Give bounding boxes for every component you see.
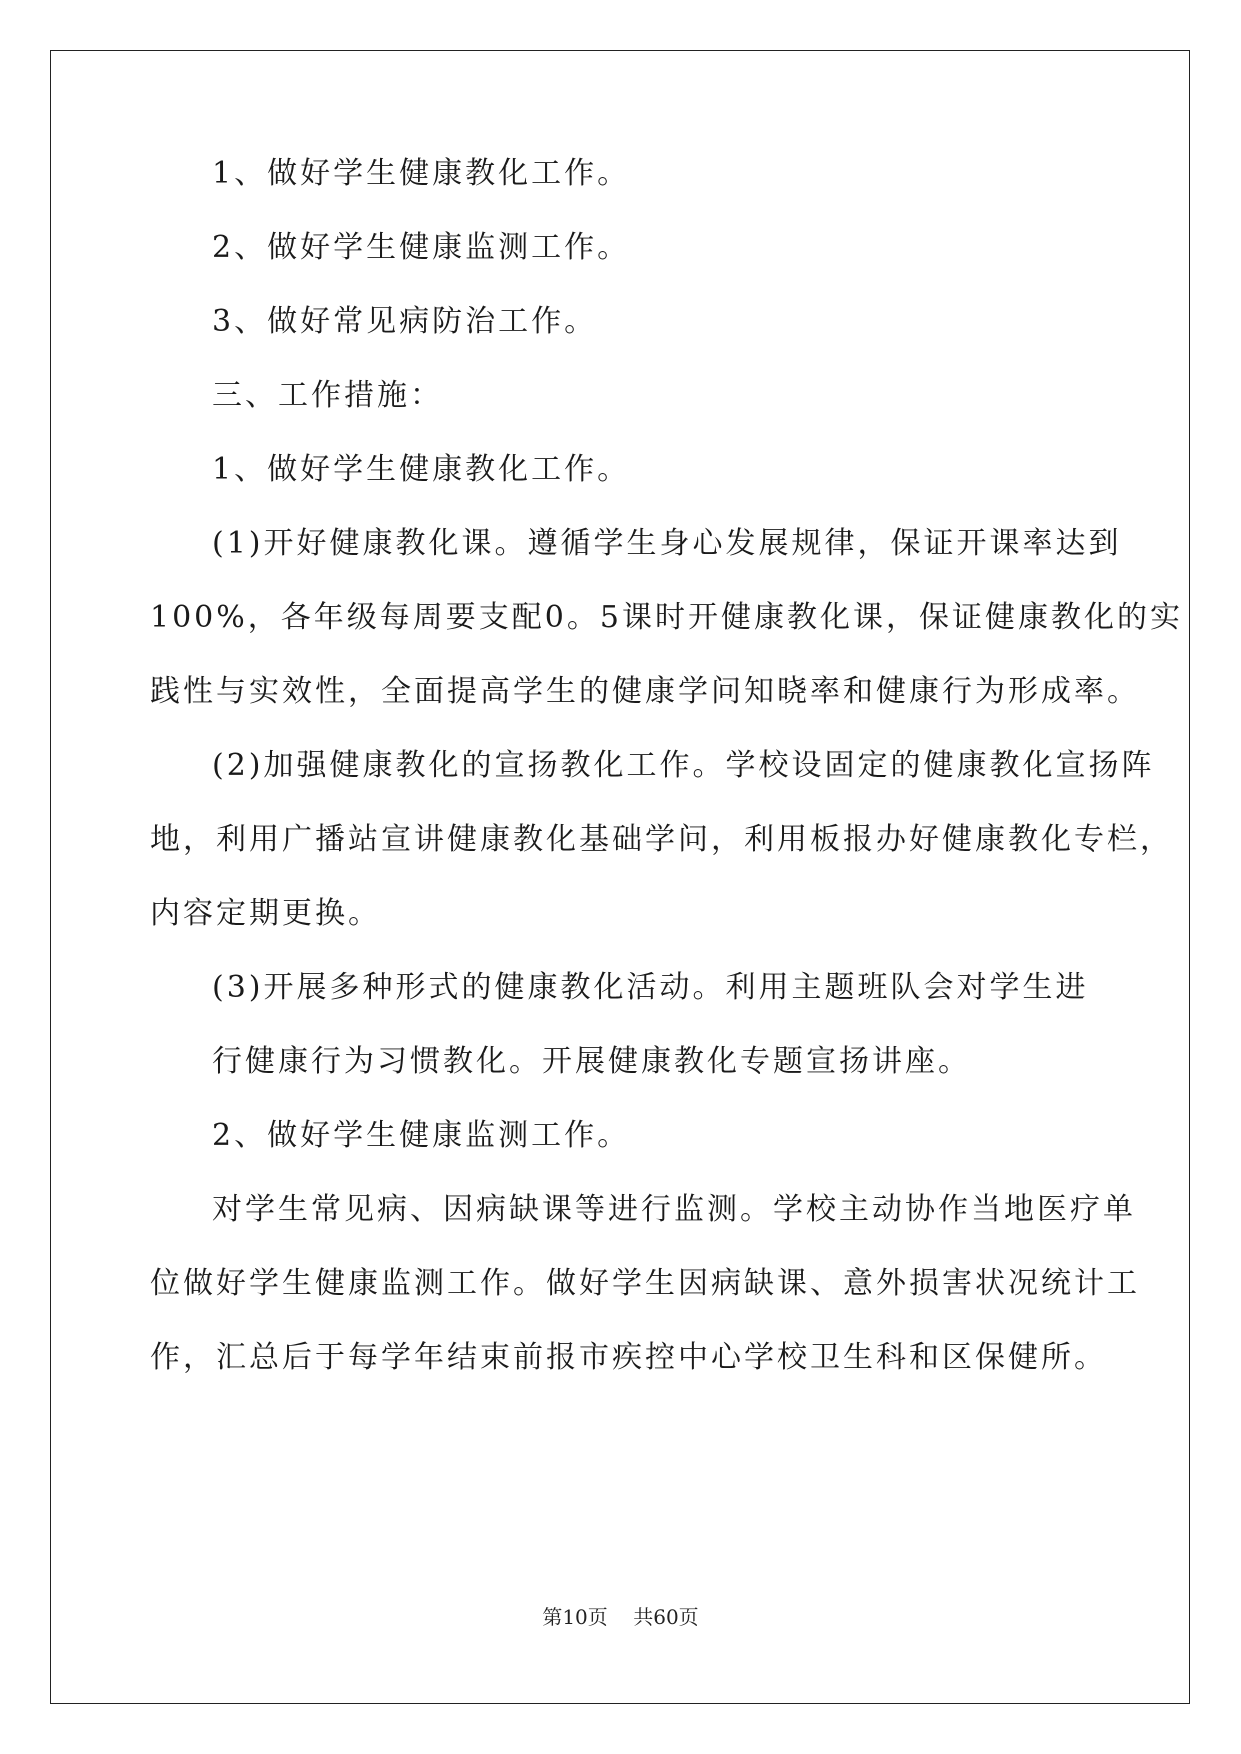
paragraph-line: 100%，各年级每周要支配0。5课时开健康教化课，保证健康教化的实 xyxy=(150,600,1183,635)
paragraph-line: (1)开好健康教化课。遵循学生身心发展规律，保证开课率达到 xyxy=(212,526,1122,561)
page-footer xyxy=(0,1604,1241,1630)
paragraph-line: 践性与实效性，全面提高学生的健康学问知晓率和健康行为形成率。 xyxy=(150,674,1140,709)
subsection-heading: 2、做好学生健康监测工作。 xyxy=(212,1118,631,1153)
paragraph-line: 位做好学生健康监测工作。做好学生因病缺课、意外损害状况统计工 xyxy=(150,1266,1140,1301)
paragraph-line: 行健康行为习惯教化。开展健康教化专题宣扬讲座。 xyxy=(212,1044,971,1079)
paragraph-line: 地，利用广播站宣讲健康教化基础学问，利用板报办好健康教化专栏， xyxy=(150,822,1173,857)
paragraph-line: 对学生常见病、因病缺课等进行监测。学校主动协作当地医疗单 xyxy=(212,1192,1136,1227)
paragraph-line: (3)开展多种形式的健康教化活动。利用主题班队会对学生进 xyxy=(212,970,1089,1005)
total-pages: 共60页 xyxy=(633,1605,699,1629)
paragraph-line: (2)加强健康教化的宣扬教化工作。学校设固定的健康教化宣扬阵 xyxy=(212,748,1155,783)
page-border xyxy=(50,50,1190,1704)
paragraph-line: 内容定期更换。 xyxy=(150,896,381,931)
list-item: 1、做好学生健康教化工作。 xyxy=(212,156,631,191)
list-item: 2、做好学生健康监测工作。 xyxy=(212,230,631,265)
section-heading: 三、工作措施： xyxy=(212,378,443,413)
subsection-heading: 1、做好学生健康教化工作。 xyxy=(212,452,631,487)
paragraph-line: 作，汇总后于每学年结束前报市疾控中心学校卫生科和区保健所。 xyxy=(150,1340,1107,1375)
page-number: 第10页 xyxy=(542,1605,608,1629)
list-item: 3、做好常见病防治工作。 xyxy=(212,304,598,339)
